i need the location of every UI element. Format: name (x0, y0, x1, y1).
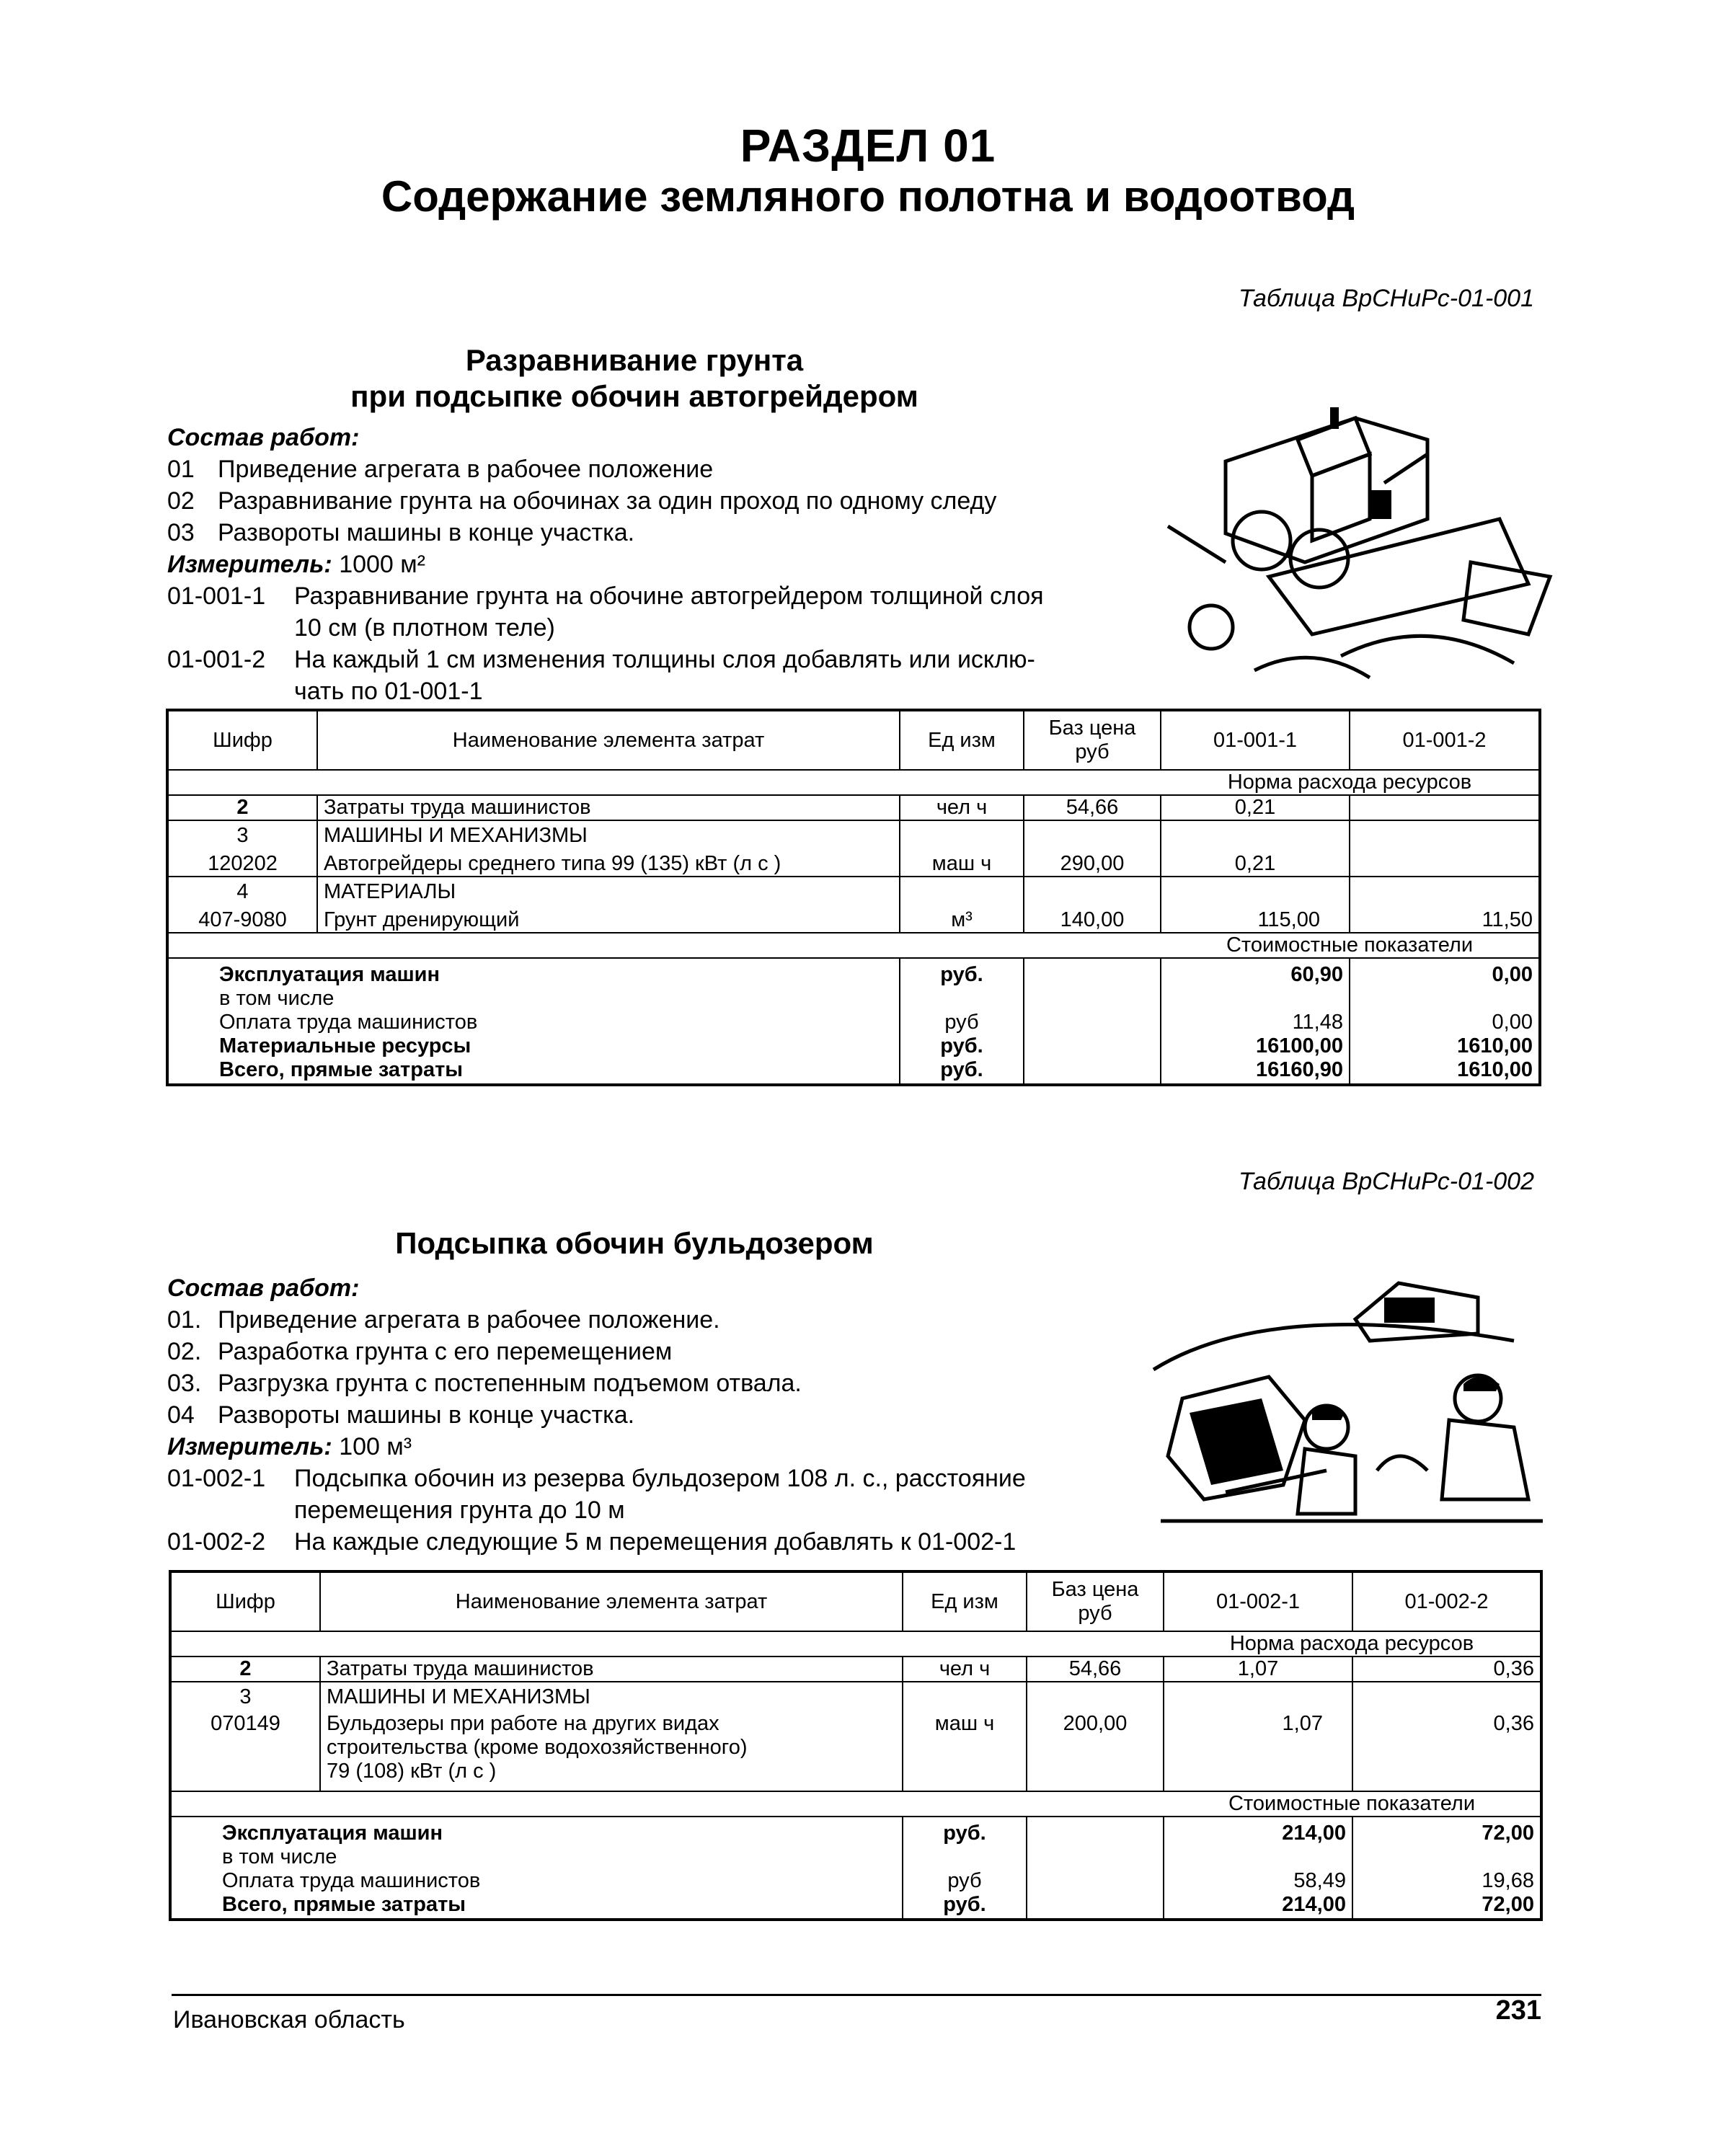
table2-composition-label: Состав работ: (167, 1274, 360, 1302)
col-header-unit: Ед изм (903, 1571, 1027, 1631)
table-row: 4 407-9080 МАТЕРИАЛЫ Грунт дренирующий м³ 140,00 115,00 11,50 (167, 877, 1540, 933)
norm-label: Норма расхода ресурсов (1164, 1631, 1541, 1657)
table1-grid (166, 709, 1541, 1086)
col-header-variant1: 01-002-1 (1164, 1571, 1352, 1631)
col-header-name: Наименование элемента затрат (317, 710, 900, 770)
table1-item-cont: чать по 01-001-1 (294, 678, 483, 705)
cost-rows: Эксплуатация машин в том числе Оплата труда машинистов Всего, прямые затраты руб. руб руб. 214,00 58,49 214,00 72,00 19,68 72,00 (170, 1817, 1541, 1920)
table1-step: 03 Развороты машины в конце участка. (167, 519, 635, 546)
col-header-price: Баз цена руб (1027, 1571, 1164, 1631)
table2-item: 01-002-1 Подсыпка обочин из резерва бульдозером 108 л. с., расстояние (167, 1465, 1026, 1492)
col-header-name: Наименование элемента затрат (320, 1571, 903, 1631)
table2-meter: Измеритель: 100 м³ (167, 1433, 412, 1460)
col-header-unit: Ед изм (900, 710, 1024, 770)
col-header-price: Баз цена руб (1024, 710, 1161, 770)
table2-description (167, 1272, 1155, 1558)
motor-grader-drawing (1125, 396, 1572, 699)
page-number: 231 (1495, 1995, 1541, 2026)
table1-item-cont: 10 см (в плотном теле) (294, 614, 555, 642)
table1-description (167, 422, 1155, 707)
cost-label: Стоимостные показатели (1161, 933, 1540, 958)
table-row: 3 070149 МАШИНЫ И МЕХАНИЗМЫ Бульдозеры при работе на других видах строительства (кроме водохозяйственного) 79 (108) кВт (л с ) маш ч 200,00 1,07 0,36 (170, 1682, 1541, 1791)
col-header-code: Шифр (167, 710, 317, 770)
footer-region: Ивановская область (173, 2006, 405, 2034)
table-row: 3 120202 МАШИНЫ И МЕХАНИЗМЫ Автогрейдеры среднего типа 99 (135) кВт (л с ) маш ч 290,00 0,21 (167, 820, 1540, 877)
table2-item: 01-002-2 На каждые следующие 5 м перемещения добавлять к 01-002-1 (167, 1528, 1017, 1556)
table-row: 2 Затраты труда машинистов чел ч 54,66 1,07 0,36 (170, 1657, 1541, 1682)
table1-subtitle-line1: Разравнивание грунта (465, 343, 804, 377)
table-row: 2 Затраты труда машинистов чел ч 54,66 0,21 (167, 795, 1540, 820)
table1-step: 02 Разравнивание грунта на обочинах за один проход по одному следу (167, 487, 997, 515)
bulldozer-workers-drawing (1139, 1254, 1557, 1535)
table2-subtitle: Подсыпка обочин бульдозером (395, 1226, 874, 1260)
cost-rows: Эксплуатация машин в том числе Оплата труда машинистов Материальные ресурсы Всего, прямые затраты руб. руб руб. руб. 60,90 11,48 16100,00 16160,90 0,00 0,00 1610,00 1610,00 (167, 958, 1540, 1085)
table1-item: 01-001-1 Разравнивание грунта на обочине автогрейдером толщиной слоя (167, 582, 1044, 610)
table2-step: 02. Разработка грунта с его перемещением (167, 1338, 673, 1365)
table2-grid (169, 1570, 1543, 1921)
table2-step: 03. Разгрузка грунта с постепенным подъемом отвала. (167, 1370, 802, 1397)
col-header-variant2: 01-002-2 (1352, 1571, 1541, 1631)
col-header-code: Шифр (170, 1571, 320, 1631)
table2-number: Таблица ВрСНиРс-01-002 (1238, 1168, 1534, 1195)
table2-item-cont: перемещения грунта до 10 м (294, 1496, 625, 1524)
table1-subtitle-line2: при подсыпке обочин автогрейдером (350, 379, 918, 413)
table1-subtitle (238, 342, 1031, 414)
section-title: Содержание земляного полотна и водоотвод (381, 172, 1355, 221)
table1-meter: Измеритель: 1000 м² (167, 551, 425, 578)
table2-step: 04 Развороты машины в конце участка. (167, 1401, 635, 1429)
footer-divider (172, 1994, 1541, 1996)
col-header-variant2: 01-001-2 (1350, 710, 1540, 770)
norm-label: Норма расхода ресурсов (1161, 770, 1540, 795)
section-heading: РАЗДЕЛ 01 (740, 120, 996, 172)
table1-number: Таблица ВрСНиРс-01-001 (1238, 285, 1534, 312)
table1-composition-label: Состав работ: (167, 424, 360, 451)
col-header-variant1: 01-001-1 (1161, 710, 1350, 770)
cost-label: Стоимостные показатели (1164, 1791, 1541, 1817)
table2-step: 01. Приведение агрегата в рабочее положение. (167, 1306, 720, 1334)
table1-item: 01-001-2 На каждый 1 см изменения толщины слоя добавлять или исклю- (167, 646, 1035, 673)
table1-step: 01 Приведение агрегата в рабочее положение (167, 456, 714, 483)
